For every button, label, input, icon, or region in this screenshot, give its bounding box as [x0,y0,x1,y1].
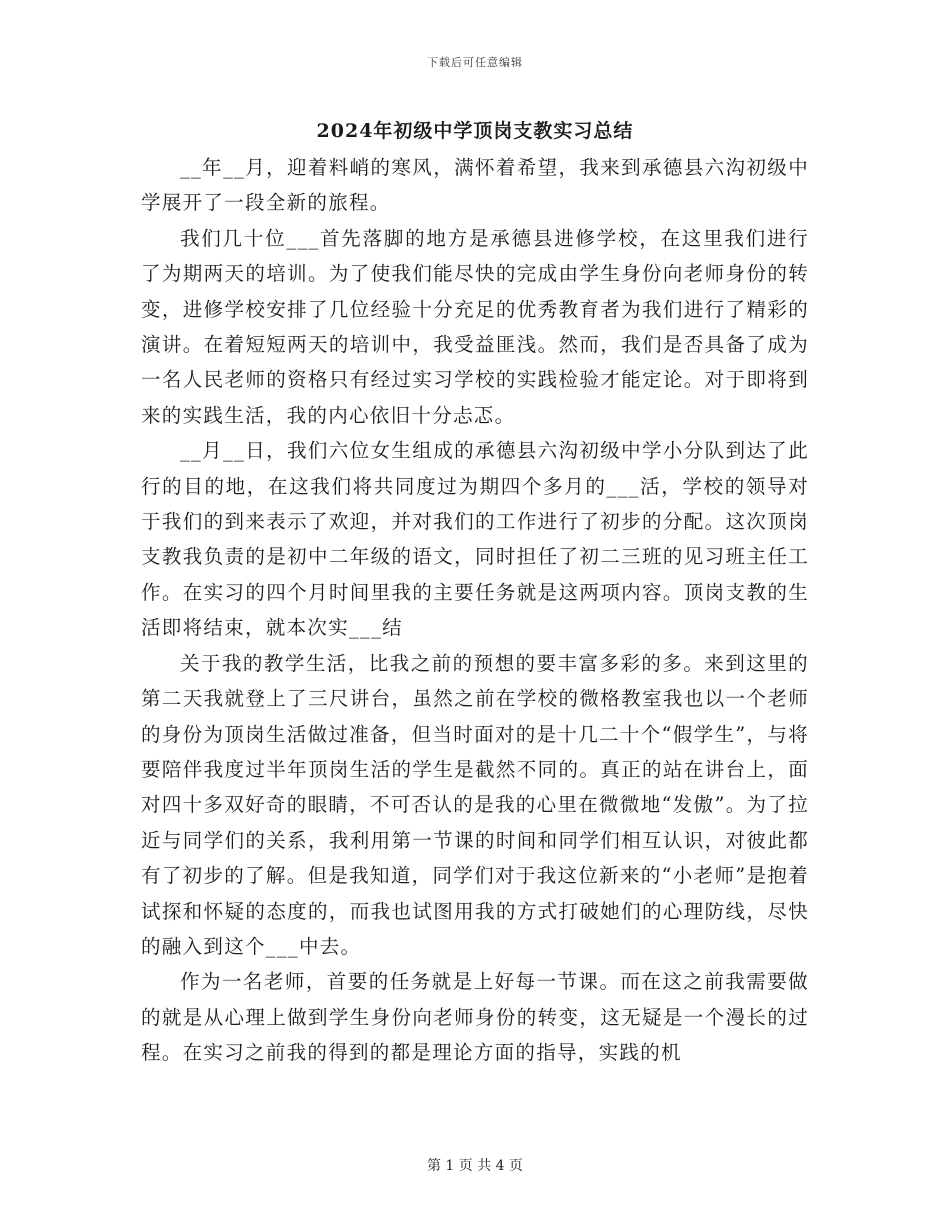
page-number: 第 1 页 共 4 页 [426,1158,524,1174]
paragraph: 作为一名老师，首要的任务就是上好每一节课。而在这之前我需要做的就是从心理上做到学生身份向老师身份的转变，这无疑是一个漫长的过程。在实习之前我的得到的都是理论方面的指导，实践的机 [141,970,809,1065]
document-title: 2024年初级中学顶岗支教实习总结 [316,120,634,142]
paragraph: 我们几十位___首先落脚的地方是承德县进修学校，在这里我们进行了为期两天的培训。为了使我们能尽快的完成由学生身份向老师身份的转变，进修学校安排了几位经验十分充足的优秀教育者为我们进行了精彩的演讲。在着短短两天的培训中，我受益匪浅。然而，我们是否具备了成为一名人民老师的资格只有经过实习学校的实践检验才能定论。对于即将到来的实践生活，我的内心依旧十分忐忑。 [141,226,809,427]
paragraph: __月__日，我们六位女生组成的承德县六沟初级中学小分队到达了此行的目的地，在这我们将共同度过为期四个多月的___活，学校的领导对于我们的到来表示了欢迎，并对我们的工作进行了初步的分配。这次顶岗支教我负责的是初中二年级的语文，同时担任了初二三班的见习班主任工作。在实习的四个月时间里我的主要任务就是这两项内容。顶岗支教的生活即将结束，就本次实___结 [141,439,809,640]
header-note: 下载后可任意编辑 [427,56,523,69]
document-body [141,150,809,1071]
paragraph: __年__月，迎着料峭的寒风，满怀着希望，我来到承德县六沟初级中学展开了一段全新的旅程。 [141,156,809,215]
paragraph: 关于我的教学生活，比我之前的预想的要丰富多彩的多。来到这里的第二天我就登上了三尺讲台，虽然之前在学校的微格教室我也以一个老师的身份为顶岗生活做过准备，但当时面对的是十几二十个“假学生”，与将要陪伴我度过半年顶岗生活的学生是截然不同的。真正的站在讲台上，面对四十多双好奇的眼睛，不可否认的是我的心里在微微地“发傲”。为了拉近与同学们的关系，我利用第一节课的时间和同学们相互认识，对彼此都有了初步的了解。但是我知道，同学们对于我这位新来的“小老师”是抱着试探和怀疑的态度的，而我也试图用我的方式打破她们的心理防线，尽快的融入到这个___中去。 [141,651,809,958]
